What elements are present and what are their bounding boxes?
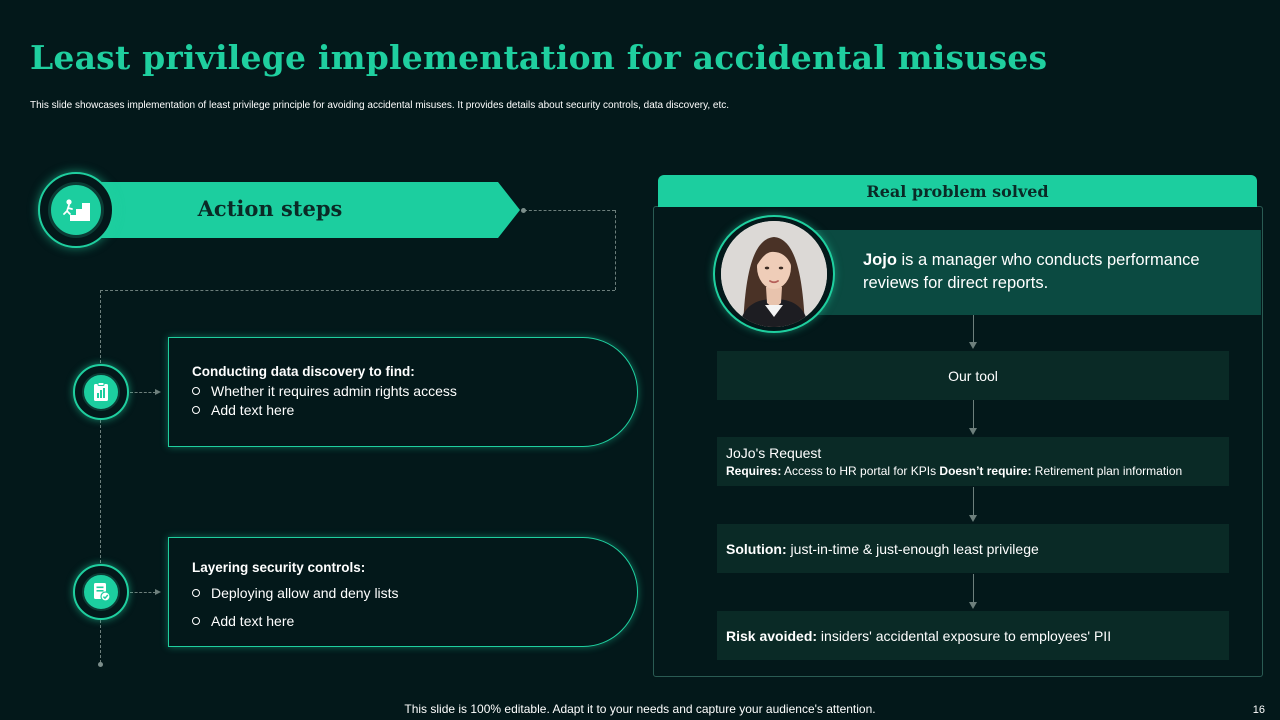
connector-dot — [521, 208, 526, 213]
step-2-title: Layering security controls: — [192, 560, 366, 575]
page-number: 16 — [1252, 704, 1265, 716]
stairs-climb-icon — [61, 197, 91, 223]
step-1-icon-ring — [73, 364, 129, 420]
connector-step-1 — [130, 392, 156, 393]
document-check-icon — [91, 582, 111, 602]
step-1-bullet-2: Add text here — [192, 402, 637, 418]
footer-note: This slide is 100% editable. Adapt it to your needs and capture your audience's attention. — [404, 702, 876, 716]
our-tool-box — [717, 351, 1229, 400]
woman-portrait-photo — [721, 221, 827, 327]
solution-box — [717, 524, 1229, 573]
request-title: JoJo's Request — [726, 445, 822, 461]
request-box — [717, 437, 1229, 486]
connector-right-down — [615, 210, 616, 290]
flow-arrow-2 — [969, 428, 977, 435]
risk-avoided-text: Risk avoided: insiders' accidental exposure to employees' PII — [726, 627, 1112, 644]
connector-step-1-arrow — [155, 389, 161, 395]
real-problem-header: Real problem solved — [658, 175, 1257, 207]
connector-step-2-arrow — [155, 589, 161, 595]
flow-line-2 — [973, 400, 974, 428]
our-tool-label: Our tool — [948, 367, 998, 384]
connector-top — [524, 210, 615, 211]
risk-avoided-box — [717, 611, 1229, 660]
step-2-bullet-2: Add text here — [192, 613, 637, 629]
connector-end-dot — [98, 662, 103, 667]
flow-line-1 — [973, 315, 974, 342]
step-1-card — [168, 337, 638, 447]
connector-across — [100, 290, 615, 291]
request-details: Requires: Access to HR portal for KPIs Doesn’t require: Retirement plan information — [726, 464, 1183, 478]
step-2-icon-ring — [73, 564, 129, 620]
clipboard-chart-icon — [91, 382, 111, 402]
avatar — [721, 221, 827, 327]
flow-arrow-1 — [969, 342, 977, 349]
flow-line-4 — [973, 574, 974, 602]
action-steps-label: Action steps — [197, 196, 343, 221]
page-subtitle: This slide showcases implementation of least privilege principle for avoiding accidental misuses. It provides details about security controls, data discovery, etc. — [30, 100, 730, 111]
step-2-card — [168, 537, 638, 647]
page-title: Least privilege implementation for accidental misuses — [30, 38, 1048, 77]
solution-text: Solution: just-in-time & just-enough least privilege — [726, 540, 1039, 557]
flow-arrow-3 — [969, 515, 977, 522]
step-1-bullet-1: Whether it requires admin rights access — [192, 383, 637, 399]
step-2-bullet-1: Deploying allow and deny lists — [192, 585, 637, 601]
flow-line-3 — [973, 487, 974, 515]
flow-arrow-4 — [969, 602, 977, 609]
avatar-ring — [713, 215, 835, 333]
connector-step-2 — [130, 592, 156, 593]
action-steps-icon-ring — [38, 172, 114, 248]
step-1-title: Conducting data discovery to find: — [192, 364, 415, 379]
jojo-description: Jojo is a manager who conducts performance reviews for direct reports. — [863, 251, 1200, 292]
